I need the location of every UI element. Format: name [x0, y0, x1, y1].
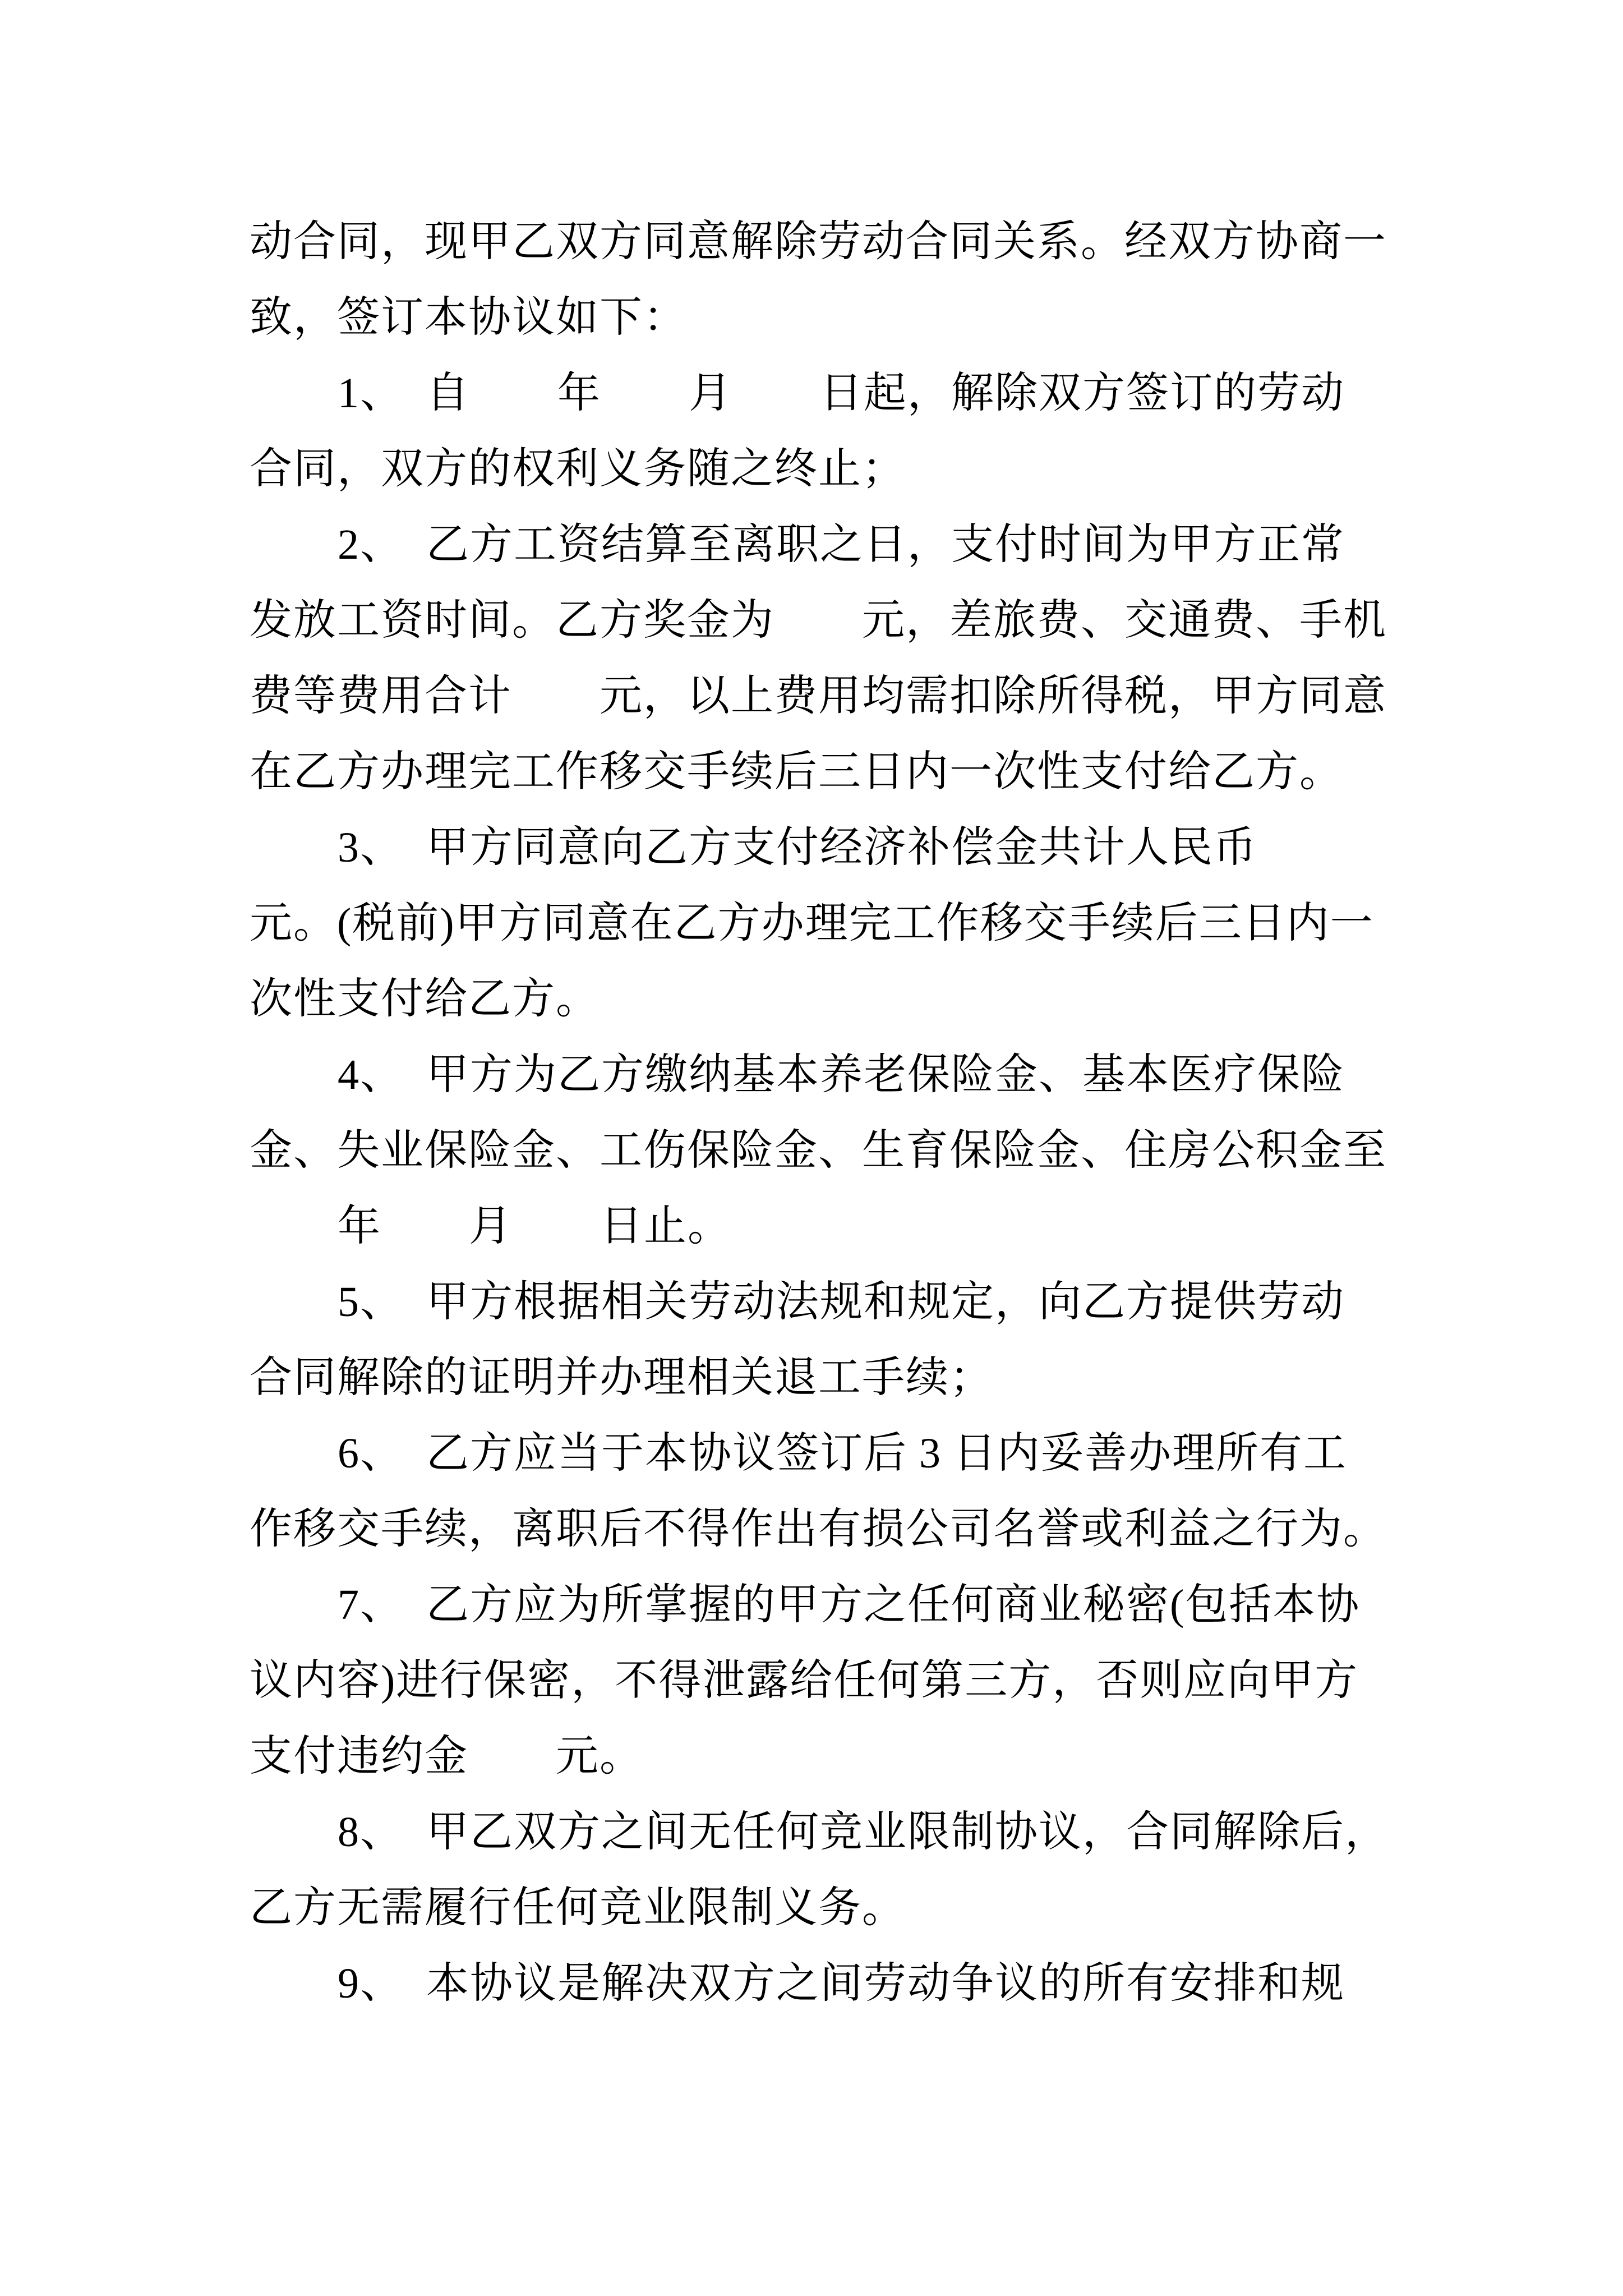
document-line: 在乙方办理完工作移交手续后三日内一次性支付给乙方。 — [250, 748, 1343, 795]
document-line: 5、 甲方根据相关劳动法规和规定，向乙方提供劳动 — [338, 1278, 1345, 1326]
document-line: 6、 乙方应当于本协议签订后 3 日内妥善办理所有工 — [338, 1430, 1347, 1477]
document-line: 合同，双方的权利义务随之终止； — [250, 445, 906, 493]
document-line: 7、 乙方应为所掌握的甲方之任何商业秘密(包括本协 — [338, 1581, 1361, 1628]
document-line: 金、失业保险金、工伤保险金、生育保险金、住房公积金至 — [250, 1127, 1387, 1174]
document-line: 动合同，现甲乙双方同意解除劳动合同关系。经双方协商一 — [250, 218, 1387, 265]
document-line: 1、 自 年 月 日起，解除双方签订的劳动 — [338, 370, 1345, 417]
document-line: 8、 甲乙双方之间无任何竞业限制协议，合同解除后， — [338, 1809, 1389, 1856]
document-line: 3、 甲方同意向乙方支付经济补偿金共计人民币 — [338, 824, 1257, 871]
document-line: 致，签订本协议如下： — [250, 294, 687, 341]
document-line: 2、 乙方工资结算至离职之日，支付时间为甲方正常 — [338, 521, 1345, 568]
document-line: 合同解除的证明并办理相关退工手续； — [250, 1354, 993, 1401]
document-line: 支付违约金 元。 — [250, 1733, 643, 1780]
document-line: 次性支付给乙方。 — [250, 976, 600, 1023]
document-body — [250, 204, 1405, 2022]
document-line: 乙方无需履行任何竞业限制义务。 — [250, 1884, 906, 1931]
document-line: 议内容)进行保密，不得泄露给任何第三方，否则应向甲方 — [250, 1657, 1359, 1704]
document-line: 作移交手续，离职后不得作出有损公司名誉或利益之行为。 — [250, 1506, 1387, 1553]
document-line: 年 月 日止。 — [338, 1203, 731, 1250]
document-line: 元。(税前)甲方同意在乙方办理完工作移交手续后三日内一 — [250, 900, 1374, 947]
document-line: 费等费用合计 元，以上费用均需扣除所得税，甲方同意 — [250, 673, 1387, 720]
document-line: 9、 本协议是解决双方之间劳动争议的所有安排和规 — [338, 1960, 1345, 2007]
document-line: 发放工资时间。乙方奖金为 元，差旅费、交通费、手机 — [250, 597, 1387, 644]
document-line: 4、 甲方为乙方缴纳基本养老保险金、基本医疗保险 — [338, 1051, 1345, 1098]
